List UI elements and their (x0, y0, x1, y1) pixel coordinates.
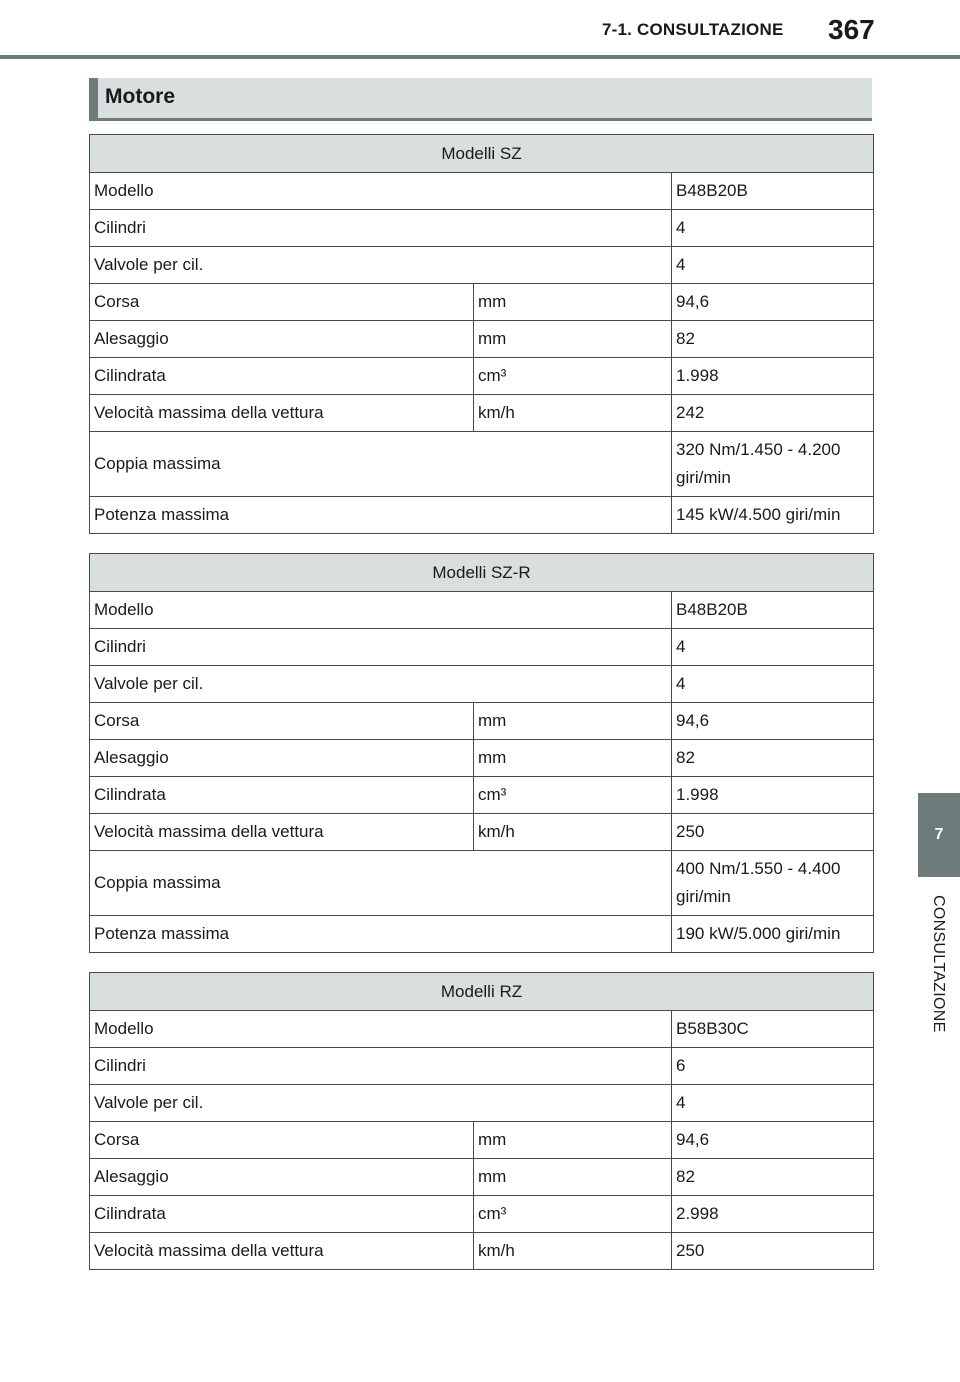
running-header-section: 7-1. CONSULTAZIONE (602, 20, 784, 39)
table-row (90, 1048, 874, 1085)
row-label: Potenza massima (90, 916, 672, 953)
row-label: Cilindrata (90, 358, 474, 395)
table-row (90, 1122, 874, 1159)
row-unit: cm³ (474, 777, 672, 814)
table-row (90, 173, 874, 210)
row-label: Corsa (90, 284, 474, 321)
table-row (90, 851, 874, 916)
row-label: Valvole per cil. (90, 666, 672, 703)
row-value: 2.998 (672, 1196, 874, 1233)
row-value: 4 (672, 1085, 874, 1122)
row-value: 4 (672, 210, 874, 247)
section-heading-bar (89, 78, 872, 121)
table-title: Modelli RZ (90, 973, 874, 1011)
table-row (90, 497, 874, 534)
row-unit: mm (474, 284, 672, 321)
row-label: Potenza massima (90, 497, 672, 534)
table-row (90, 666, 874, 703)
row-value: 190 kW/5.000 giri/min (672, 916, 874, 953)
table-row (90, 284, 874, 321)
row-value: 82 (672, 1159, 874, 1196)
table-header-row (90, 554, 874, 592)
header-rule (0, 55, 960, 59)
row-value (672, 432, 874, 497)
row-unit: mm (474, 321, 672, 358)
row-unit: cm³ (474, 1196, 672, 1233)
row-label: Modello (90, 173, 672, 210)
row-label: Modello (90, 592, 672, 629)
table-row (90, 395, 874, 432)
row-unit: km/h (474, 395, 672, 432)
table-row (90, 777, 874, 814)
row-unit: mm (474, 1159, 672, 1196)
page-number: 367 (828, 14, 875, 45)
row-unit: mm (474, 1122, 672, 1159)
table-title: Modelli SZ (90, 135, 874, 173)
row-unit: km/h (474, 814, 672, 851)
table-row (90, 1085, 874, 1122)
row-value-line: 400 Nm/1.550 - 4.400 (676, 859, 841, 878)
row-label: Cilindri (90, 210, 672, 247)
table-title: Modelli SZ-R (90, 554, 874, 592)
table-row (90, 247, 874, 284)
row-value: 1.998 (672, 358, 874, 395)
table-header-row (90, 135, 874, 173)
row-unit: mm (474, 740, 672, 777)
row-label: Corsa (90, 1122, 474, 1159)
row-value: 94,6 (672, 1122, 874, 1159)
chapter-tab (918, 793, 960, 877)
row-label: Velocità massima della vettura (90, 395, 474, 432)
table-row (90, 1196, 874, 1233)
row-value: 94,6 (672, 703, 874, 740)
row-label: Corsa (90, 703, 474, 740)
row-value: 4 (672, 629, 874, 666)
row-value: 1.998 (672, 777, 874, 814)
row-label: Modello (90, 1011, 672, 1048)
table-row (90, 321, 874, 358)
row-label: Valvole per cil. (90, 1085, 672, 1122)
row-value: 250 (672, 814, 874, 851)
row-label: Valvole per cil. (90, 247, 672, 284)
section-title: Motore (105, 85, 175, 108)
row-label: Velocità massima della vettura (90, 1233, 474, 1270)
table-row (90, 432, 874, 497)
table-row (90, 210, 874, 247)
row-value: 94,6 (672, 284, 874, 321)
table-row (90, 814, 874, 851)
row-label: Coppia massima (90, 432, 672, 497)
row-label: Cilindrata (90, 1196, 474, 1233)
row-value: B48B20B (672, 173, 874, 210)
row-value: 82 (672, 740, 874, 777)
row-value: 82 (672, 321, 874, 358)
row-value-line: giri/min (676, 887, 731, 906)
section-heading-accent (89, 78, 98, 118)
chapter-tab-number: 7 (934, 826, 944, 843)
row-unit: cm³ (474, 358, 672, 395)
row-label: Cilindri (90, 629, 672, 666)
table-row (90, 703, 874, 740)
row-value: B48B20B (672, 592, 874, 629)
table-row (90, 358, 874, 395)
table-row (90, 592, 874, 629)
table-row (90, 916, 874, 953)
row-label: Alesaggio (90, 1159, 474, 1196)
table-header-row (90, 973, 874, 1011)
spec-table (89, 134, 874, 534)
row-value: 4 (672, 666, 874, 703)
spec-table (89, 553, 874, 953)
row-label: Cilindri (90, 1048, 672, 1085)
row-unit: km/h (474, 1233, 672, 1270)
row-value-line: giri/min (676, 468, 731, 487)
row-value: B58B30C (672, 1011, 874, 1048)
row-value: 145 kW/4.500 giri/min (672, 497, 874, 534)
row-value: 250 (672, 1233, 874, 1270)
table-row (90, 1011, 874, 1048)
row-value: 242 (672, 395, 874, 432)
row-value: 6 (672, 1048, 874, 1085)
table-row (90, 1159, 874, 1196)
row-label: Alesaggio (90, 740, 474, 777)
row-label: Alesaggio (90, 321, 474, 358)
table-row (90, 740, 874, 777)
row-label: Cilindrata (90, 777, 474, 814)
row-label: Velocità massima della vettura (90, 814, 474, 851)
spec-table (89, 972, 874, 1270)
row-value-line: 320 Nm/1.450 - 4.200 (676, 440, 841, 459)
row-label: Coppia massima (90, 851, 672, 916)
row-value: 4 (672, 247, 874, 284)
row-value (672, 851, 874, 916)
table-row (90, 629, 874, 666)
chapter-tab-label: CONSULTAZIONE (930, 895, 947, 1033)
row-unit: mm (474, 703, 672, 740)
table-row (90, 1233, 874, 1270)
